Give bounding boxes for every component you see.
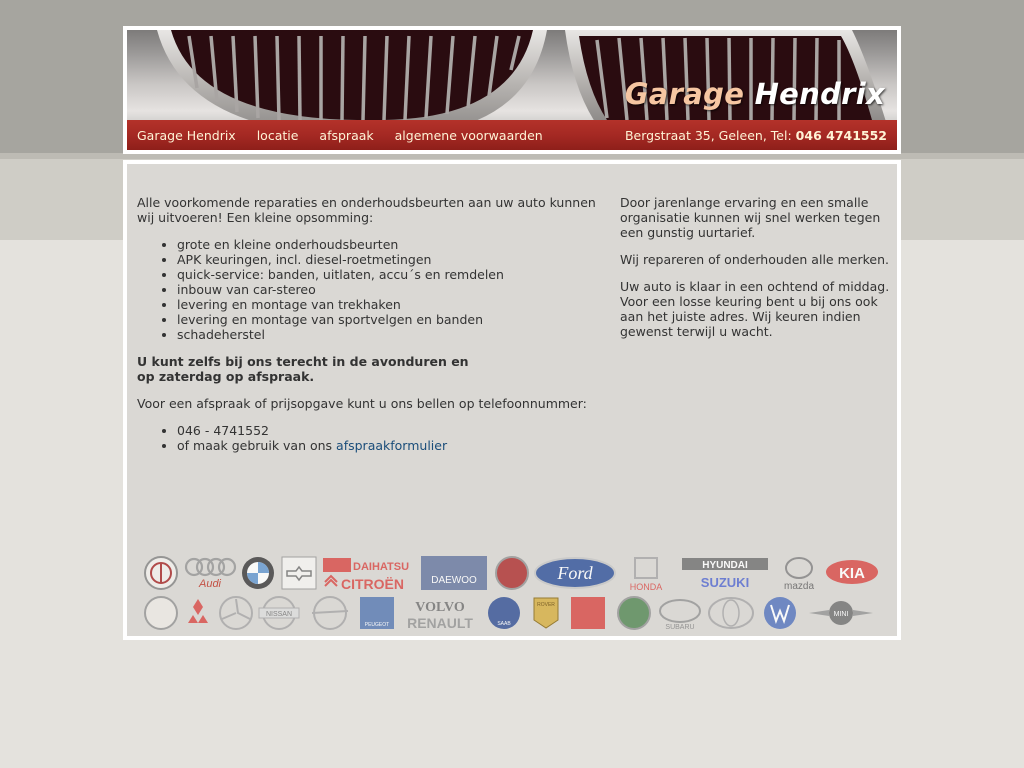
service-item: • levering en montage van trekhaken bbox=[177, 297, 597, 312]
address-info bbox=[625, 120, 887, 150]
audi-logo-icon bbox=[186, 559, 235, 590]
service-item: • grote en kleine onderhoudsbeurten bbox=[177, 237, 597, 252]
nav-link-locatie[interactable]: locatie bbox=[256, 127, 299, 143]
experience-text: Door jarenlange ervaring en een smalle organisatie kunnen wij snel werken tegen een gunstig uurtarief. bbox=[620, 195, 881, 240]
main-content bbox=[127, 164, 897, 636]
service-item: • levering en montage van sportvelgen en banden bbox=[177, 312, 597, 327]
seat-logo-icon bbox=[571, 597, 605, 629]
rover-logo-text: ROVER bbox=[537, 602, 555, 608]
all-brands-text: Wij repareren of onderhouden alle merken. bbox=[620, 252, 889, 267]
mazda-logo-icon bbox=[784, 558, 814, 592]
subaru-logo-icon bbox=[660, 600, 700, 631]
nav-link-home[interactable]: Garage Hendrix bbox=[137, 127, 236, 143]
nav-link-voorwaarden[interactable]: algemene voorwaarden bbox=[394, 127, 543, 143]
alfa-romeo-logo-icon bbox=[145, 557, 177, 589]
bmw-logo-icon bbox=[242, 557, 274, 589]
opening-hours-note bbox=[137, 354, 597, 384]
kia-logo-icon bbox=[826, 560, 878, 584]
content-frame bbox=[123, 160, 901, 640]
nissan-logo-text: NISSAN bbox=[265, 611, 293, 618]
address-text: Bergstraat 35, Geleen, Tel: bbox=[624, 127, 792, 143]
saab-logo-icon bbox=[488, 597, 520, 629]
services-list bbox=[137, 237, 597, 342]
service-speed-text: Uw auto is klaar in een ochtend of middag. Voor een losse keuring bent u bij ons ook aan het juiste adres. Wij keuren indien gewenst terwijl u wacht. bbox=[620, 279, 890, 339]
nav-link-afspraak[interactable]: afspraak bbox=[319, 127, 374, 143]
mitsubishi-logo-icon bbox=[188, 599, 208, 623]
service-item: • inbouw van car-stereo bbox=[177, 282, 597, 297]
daihatsu-citroen-logo-icon bbox=[323, 558, 409, 592]
intro-text: Alle voorkomende reparaties en onderhoudsbeurten aan uw auto kunnen wij uitvoeren! Een kleine opsomming: bbox=[137, 195, 596, 225]
service-item: • APK keuringen, incl. diesel-roetmetingen bbox=[177, 252, 597, 267]
contact-list bbox=[137, 423, 597, 453]
peugeot-logo-text: PEUGEOT bbox=[364, 622, 390, 628]
hours-line-2: op zaterdag op afspraak. bbox=[137, 369, 315, 384]
hyundai-logo-text: HYUNDAI bbox=[702, 560, 748, 571]
lancia-logo-icon bbox=[145, 597, 177, 629]
contact-phone: • 046 - 4741552 bbox=[177, 423, 597, 438]
brand-logo-text bbox=[625, 77, 885, 111]
contact-form-prefix: of maak gebruik van ons bbox=[177, 438, 337, 453]
ford-logo-text: Ford bbox=[557, 563, 593, 583]
mini-logo-text: MINI bbox=[833, 611, 849, 618]
hyundai-suzuki-logo-icon bbox=[682, 558, 768, 590]
citroen-logo-text: CITROËN bbox=[341, 576, 404, 592]
mini-logo-icon bbox=[809, 601, 873, 625]
brand-word-garage: Garage bbox=[624, 77, 745, 111]
brand-word-hendrix: Hendrix bbox=[754, 77, 885, 111]
toyota-logo-icon bbox=[709, 598, 753, 628]
volvo-renault-logo-icon bbox=[407, 600, 473, 631]
renault-logo-text: RENAULT bbox=[407, 615, 473, 631]
car-brand-logos bbox=[139, 556, 889, 632]
saab-logo-text: SAAB bbox=[497, 621, 511, 627]
honda-logo-icon bbox=[630, 558, 663, 592]
navigation-bar bbox=[127, 120, 897, 150]
mazda-logo-text: mazda bbox=[783, 581, 815, 592]
kia-logo-text: KIA bbox=[839, 565, 865, 582]
skoda-logo-icon bbox=[618, 597, 650, 629]
appointment-form-link[interactable]: afspraakformulier bbox=[336, 438, 448, 453]
header-phone: 046 4741552 bbox=[795, 127, 887, 143]
service-item: • schadeherstel bbox=[177, 327, 597, 342]
hours-line-1: U kunt zelfs bij ons terecht in de avonduren en bbox=[137, 354, 469, 369]
right-column bbox=[620, 195, 890, 351]
subaru-logo-text: SUBARU bbox=[665, 624, 695, 631]
header-frame bbox=[123, 26, 901, 154]
volkswagen-logo-icon bbox=[764, 597, 796, 629]
call-intro: Voor een afspraak of prijsopgave kunt u ons bellen op telefoonnummer: bbox=[137, 396, 587, 411]
daihatsu-logo-text: DAIHATSU bbox=[353, 561, 410, 573]
daewoo-logo-text: DAEWOO bbox=[431, 575, 477, 586]
fiat-logo-icon bbox=[496, 557, 528, 589]
nissan-logo-icon bbox=[259, 597, 299, 629]
chevrolet-logo-icon bbox=[282, 557, 316, 589]
daewoo-logo-icon bbox=[421, 556, 487, 590]
header-banner bbox=[127, 30, 897, 120]
audi-logo-text: Audi bbox=[198, 578, 222, 590]
mercedes-logo-icon bbox=[220, 597, 252, 629]
peugeot-logo-icon bbox=[360, 597, 394, 629]
suzuki-logo-text: SUZUKI bbox=[700, 575, 750, 590]
honda-logo-text: HONDA bbox=[629, 582, 663, 592]
left-column bbox=[137, 195, 597, 465]
rover-logo-icon bbox=[534, 598, 558, 628]
contact-form-item bbox=[177, 438, 597, 453]
ford-logo-icon bbox=[535, 558, 615, 588]
opel-logo-icon bbox=[312, 597, 348, 629]
service-item: • quick-service: banden, uitlaten, accu´s en remdelen bbox=[177, 267, 597, 282]
main-nav bbox=[137, 120, 543, 150]
volvo-logo-text: VOLVO bbox=[415, 600, 465, 615]
